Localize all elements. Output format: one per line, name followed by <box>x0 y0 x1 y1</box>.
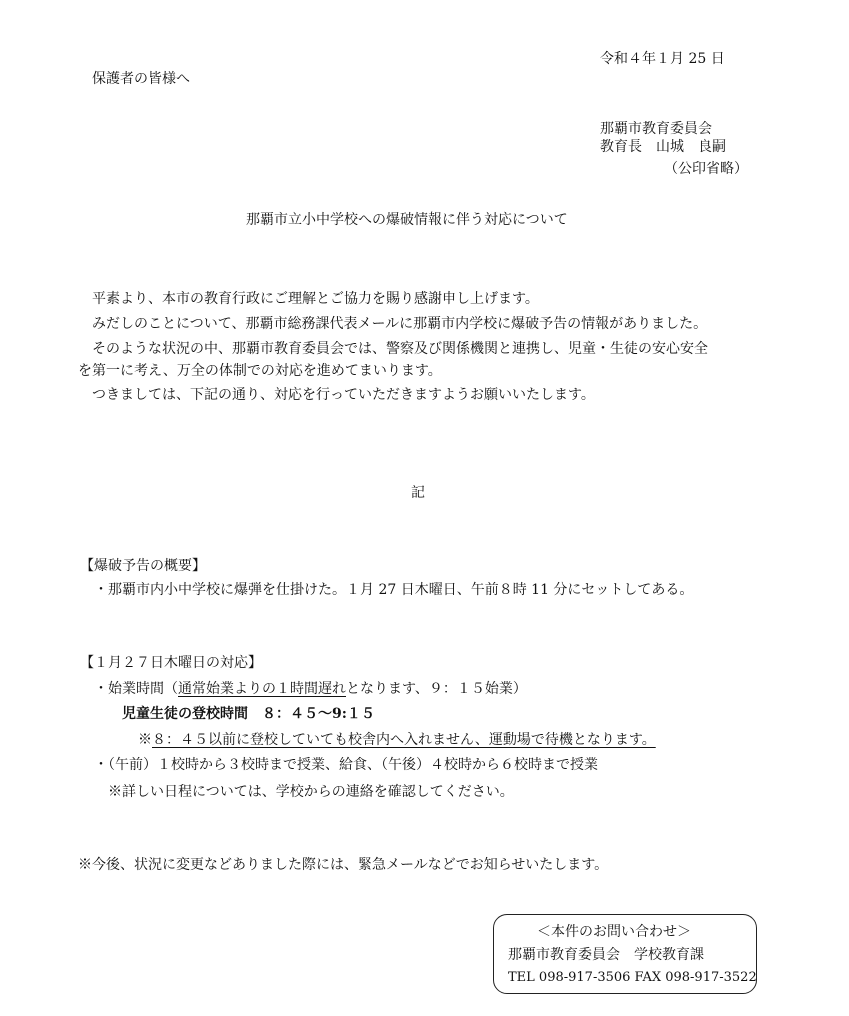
body-paragraph-4: つきましては、下記の通り、対応を行っていただきますようお願いいたします。 <box>92 387 595 403</box>
section-response-heading: 【１月２７日木曜日の対応】 <box>80 655 262 671</box>
contact-title: ＜本件のお問い合わせ＞ <box>537 924 691 940</box>
start-time-prefix: ・始業時間（ <box>94 681 178 697</box>
ki-marker: 記 <box>411 485 425 501</box>
date: 令和４年１月 25 日 <box>600 51 725 67</box>
schedule-line: ・（午前）１校時から３校時まで授業、給食、（午後）４校時から６校時まで授業 <box>94 757 598 773</box>
start-time-suffix: となります、９：１５始業） <box>346 681 527 697</box>
contact-dept: 那覇市教育委員会 学校教育課 <box>508 947 704 963</box>
start-time-delay: 通常始業よりの１時間遅れ <box>178 681 346 697</box>
body-paragraph-3-cont: を第一に考え、万全の体制での対応を進めてまいります。 <box>78 363 442 379</box>
start-time-line <box>94 680 527 699</box>
arrival-note <box>138 731 656 750</box>
sender-name: 教育長 山城 良嗣 <box>600 139 726 155</box>
addressee: 保護者の皆様へ <box>92 71 190 87</box>
section-blast-heading: 【爆破予告の概要】 <box>80 558 206 574</box>
contact-tel-fax: TEL 098-917-3506 FAX 098-917-3522 <box>508 970 757 985</box>
arrival-time: 児童生徒の登校時間 ８：４５～9:１５ <box>122 706 375 722</box>
seal-note: （公印省略） <box>664 161 748 177</box>
arrival-note-text: ８：４５以前に登校していても校舎内へ入れません、運動場で待機となります。 <box>152 732 656 748</box>
footer-note: ※今後、状況に変更などありました際には、緊急メールなどでお知らせいたします。 <box>78 857 609 873</box>
schedule-note: ※詳しい日程については、学校からの連絡を確認してください。 <box>108 784 514 800</box>
document-title: 那覇市立小中学校への爆破情報に伴う対応について <box>246 212 568 228</box>
note-mark: ※ <box>138 732 152 748</box>
section-blast-item: ・那覇市内小中学校に爆弾を仕掛けた。１月 27 日木曜日、午前８時 11 分にセットしてある。 <box>94 582 694 598</box>
body-paragraph-2: みだしのことについて、那覇市総務課代表メールに那覇市内学校に爆破予告の情報がありました。 <box>92 316 708 332</box>
body-paragraph-3: そのような状況の中、那覇市教育委員会では、警察及び関係機関と連携し、児童・生徒の安心安全 <box>92 341 708 357</box>
body-paragraph-1: 平素より、本市の教育行政にご理解とご協力を賜り感謝申し上げます。 <box>92 291 539 307</box>
sender-org: 那覇市教育委員会 <box>600 121 712 137</box>
